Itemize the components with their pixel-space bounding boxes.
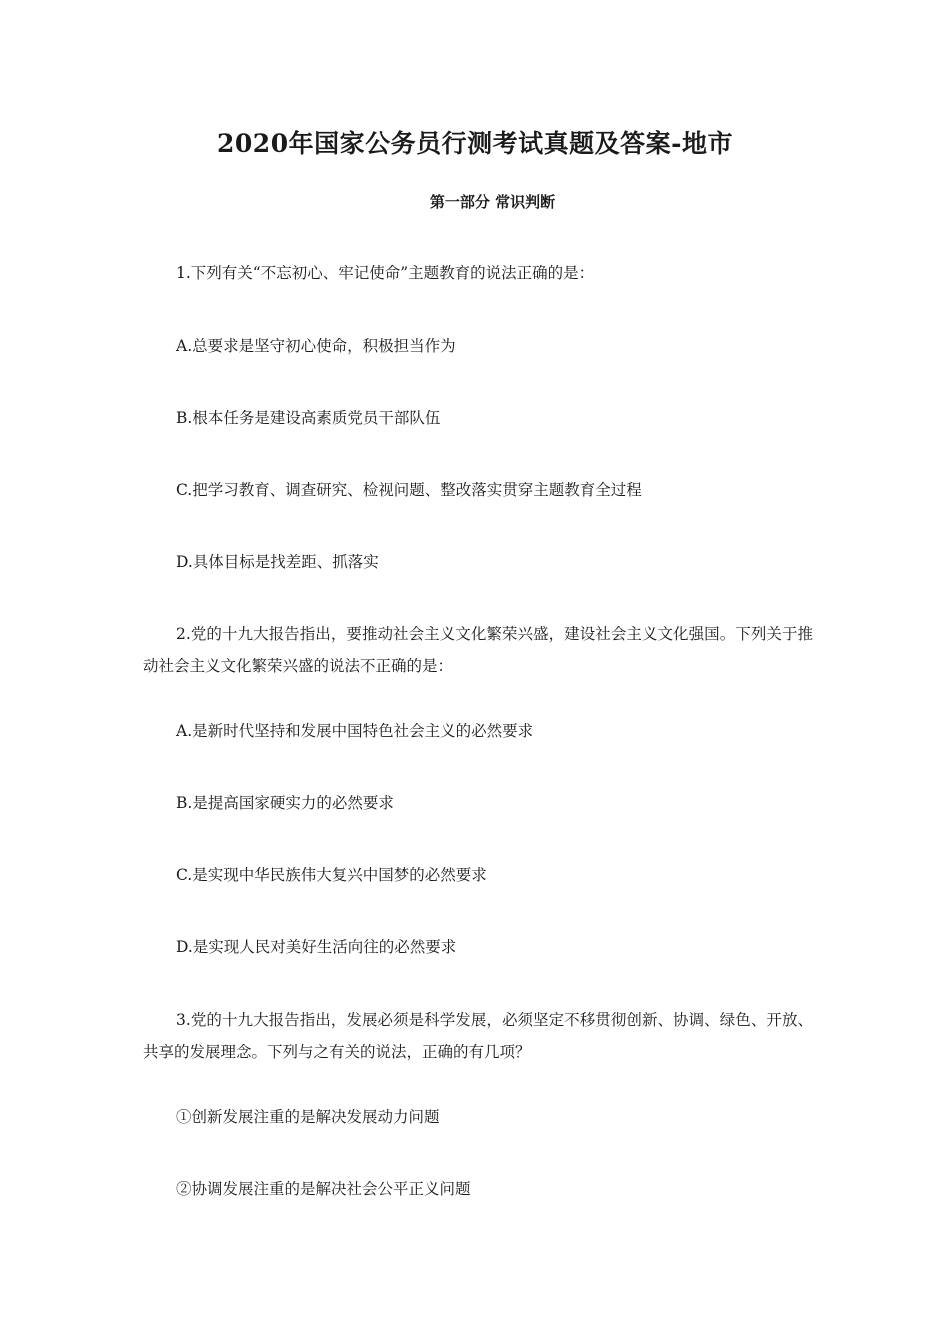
question-2-option-a: A.是新时代坚持和发展中国特色社会主义的必然要求	[176, 722, 534, 740]
question-1-stem: 1.下列有关“不忘初心、牢记使命”主题教育的说法正确的是：	[176, 264, 595, 282]
question-1-option-d: D.具体目标是找差距、抓落实	[176, 553, 379, 571]
question-1-option-a: A.总要求是坚守初心使命，积极担当作为	[176, 337, 456, 355]
document-title: 2020年国家公务员行测考试真题及答案-地市	[217, 129, 733, 158]
question-3-stem: 3.党的十九大报告指出，发展必须是科学发展，必须坚定不移贯彻创新、协调、绿色、开放、共享的发展理念。下列与之有关的说法，正确的有几项？	[143, 1011, 813, 1061]
question-2-option-c: C.是实现中华民族伟大复兴中国梦的必然要求	[176, 866, 487, 884]
section-heading: 第一部分 常识判断	[429, 193, 556, 211]
question-2-stem: 2.党的十九大报告指出，要推动社会主义文化繁荣兴盛，建设社会主义文化强国。下列关于推动社会主义文化繁荣兴盛的说法不正确的是：	[143, 625, 813, 675]
question-3-item-2: ②协调发展注重的是解决社会公平正义问题	[176, 1180, 471, 1198]
question-3-item-1: ①创新发展注重的是解决发展动力问题	[176, 1108, 440, 1126]
question-1-option-b: B.根本任务是建设高素质党员干部队伍	[176, 409, 441, 427]
question-2-option-d: D.是实现人民对美好生活向往的必然要求	[176, 938, 457, 956]
question-1-option-c: C.把学习教育、调查研究、检视问题、整改落实贯穿主题教育全过程	[176, 481, 642, 499]
question-2-option-b: B.是提高国家硬实力的必然要求	[176, 794, 394, 812]
